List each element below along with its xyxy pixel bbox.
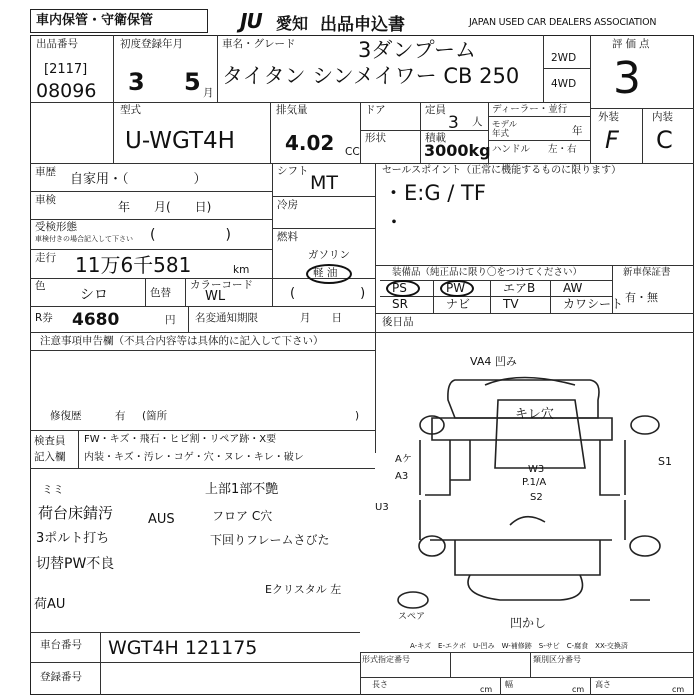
org-name: 愛知 (276, 14, 309, 33)
handle-lr: 左・右 (548, 144, 577, 155)
equipment-item: TV (503, 297, 519, 311)
model-year-label: モデル年式 (492, 120, 518, 140)
spare-label: スペア (398, 612, 426, 622)
interior-grade: C (656, 126, 673, 154)
score-label: 評価点 (612, 38, 653, 50)
center-note: 上部1部不艶 (205, 482, 279, 497)
center-note: Eクリスタル 左 (265, 583, 342, 596)
repair-has: 有 (115, 410, 126, 422)
shape-label: 形状 (365, 132, 386, 144)
rear-items-label: 後日品 (382, 316, 414, 328)
color-label: 色 (35, 280, 46, 292)
km-unit: km (233, 264, 250, 276)
height-label: 高さ (595, 680, 611, 689)
first-registration-label: 初度登録年月 (120, 38, 183, 50)
acceptance-note: 車検付きの場合記入して下さい (35, 235, 133, 243)
handle-label: ハンドル (492, 144, 531, 155)
load-value: 3000kg (424, 141, 491, 160)
diagram-note-left2: A3 (395, 471, 409, 482)
car-name-line1: 3ダンプーム (358, 38, 476, 62)
r-ken-label: R券 (35, 312, 53, 324)
equipment-item: カワシート (563, 297, 624, 311)
load-label: 積載 (425, 132, 446, 144)
dealer-label: ディーラー・並行 (492, 104, 568, 115)
year-unit: 年 (572, 125, 583, 137)
inspection-label: 車検 (35, 194, 56, 206)
fuel-diesel: 軽 油 (313, 267, 338, 279)
inspector-note: 荷AU (34, 597, 66, 612)
repair-label: 修復歴 (50, 410, 82, 422)
check-row1: FW・キズ・飛石・ヒビ割・リペア跡・X要 (84, 434, 277, 445)
width-cm: cm (572, 685, 585, 694)
form-model-label: 形式指定番号 (362, 655, 410, 664)
diagram-note-bed1: W3 (528, 464, 545, 475)
exterior-grade: F (605, 126, 619, 154)
drive-4wd: 4WD (551, 78, 577, 90)
document-title: 出品申込書 (320, 15, 405, 35)
acceptance-paren: ( ) (150, 227, 231, 243)
inspection-ymd: 年 月( 日) (118, 200, 212, 214)
equipment-item: PS (392, 281, 407, 295)
inspector-label: 検査員 (34, 435, 66, 447)
repair-close: ) (355, 410, 360, 422)
acceptance-label: 受検形態 (35, 221, 77, 233)
diagram-note-roof: キレ穴 (515, 407, 554, 422)
storage-tag-text: 車内保管・守衛保管 (36, 13, 154, 28)
equipment-item: ナビ (446, 297, 471, 311)
displacement-value: 4.02 (285, 131, 335, 155)
sales-point-value: ・E:G / TF (383, 181, 486, 205)
chassis-number-value: WGT4H 121175 (108, 637, 258, 659)
diagram-note-right: S1 (658, 455, 672, 468)
association-name: JAPAN USED CAR DEALERS ASSOCIATION (469, 17, 657, 28)
equipment-item: SR (392, 297, 408, 311)
sales-point-dot: ・ (384, 210, 404, 234)
height-cm: cm (672, 685, 685, 694)
model-label: 型式 (120, 104, 141, 116)
score-value: 3 (613, 53, 641, 104)
name-change-label: 名変通知期限 (195, 312, 258, 324)
equipment-item: AW (563, 281, 583, 295)
inspector-note: 切替PW不良 (36, 556, 115, 572)
fuel-label: 燃料 (277, 231, 298, 243)
diagram-note-top: VA4 凹み (470, 355, 517, 368)
car-name-line2: タイタン シンメイワー CB 250 (222, 64, 520, 88)
center-note: 下回りフレームさびた (210, 533, 330, 547)
month-suffix: 月 (203, 87, 214, 99)
cooler-label: 冷房 (277, 199, 298, 211)
fuel-paren: ( ) (290, 286, 366, 301)
yen-unit: 円 (165, 314, 176, 326)
color-value: シロ (80, 287, 108, 303)
equipment-item: エアB (503, 281, 536, 295)
new-warranty-label: 新車保証書 (623, 267, 671, 278)
aus-note: AUS (148, 512, 175, 527)
color-code-value: WL (205, 289, 226, 304)
check-row2: 内装・キズ・汚レ・コゲ・穴・ヌレ・キレ・破レ (84, 452, 304, 463)
notes-label: 注意事項申告欄（不具合内容等は具体的に記入して下さい） (40, 335, 324, 347)
interior-label: 内装 (652, 111, 673, 123)
history-label: 車歴 (35, 166, 56, 178)
equipment-item: PW (446, 281, 466, 295)
drive-2wd: 2WD (551, 52, 577, 64)
registration-number-label: 登録番号 (40, 671, 82, 683)
r-ken-value: 4680 (72, 310, 120, 330)
damage-legend: A-キズ E-エクボ U-凹み W-補修跡 S-サビ C-腐食 XX-交換済 (410, 642, 628, 650)
inspector-note: 荷台床錆汚 (38, 504, 114, 522)
shift-value: MT (310, 172, 338, 194)
repair-place: (箇所 (142, 410, 168, 422)
diagram-note-bed2: P.1/A (522, 477, 547, 488)
capacity-value: 3 (448, 113, 459, 133)
chassis-number-label: 車台番号 (40, 639, 82, 651)
ju-logo: JU (240, 9, 262, 33)
center-note: フロア C穴 (212, 509, 273, 523)
length-label: 長さ (372, 680, 388, 689)
class-number-label: 類別区分番号 (533, 655, 581, 664)
cc-unit: CC (345, 146, 360, 158)
equipment-label: 装備品（純正品に限り〇をつけてください） (392, 267, 583, 278)
exterior-label: 外装 (598, 111, 619, 123)
diagram-note-left1: Aケ (395, 454, 412, 465)
registration-year: 3 (128, 68, 145, 96)
color-change-label: 色替 (150, 287, 171, 299)
fuel-gasoline: ガソリン (308, 249, 350, 261)
lot-number-value: 08096 (36, 80, 97, 102)
diagram-note-bottom: 凹かし (510, 616, 547, 630)
color-code-label: カラーコード (190, 279, 253, 291)
mileage-value: 11万6千581 (75, 253, 192, 277)
mileage-label: 走行 (35, 252, 56, 264)
diagram-note-left3: U3 (375, 502, 389, 513)
shift-label: シフト (277, 165, 309, 177)
diagram-note-bed3: S2 (530, 492, 543, 503)
inspector-note: 3ポルト打ち (36, 531, 110, 546)
lot-number-bracket: [2117] (44, 62, 88, 77)
history-value: 自家用・（ ） (70, 172, 207, 187)
sales-point-label: セールスポイント（正常に機能するものに限ります） (382, 165, 622, 176)
persons-unit: 人 (472, 116, 483, 128)
length-cm: cm (480, 685, 493, 694)
width-label: 幅 (505, 680, 513, 689)
warranty-has-none: 有・無 (625, 291, 658, 304)
registration-month: 5 (184, 68, 201, 96)
model-value: U-WGT4H (125, 128, 235, 154)
doors-label: ドア (365, 104, 386, 116)
name-grade-label: 車名・グレード (222, 38, 296, 50)
lot-number-label: 出品番号 (36, 38, 78, 50)
name-change-date: 月 日 (300, 312, 342, 324)
capacity-label: 定員 (425, 104, 446, 116)
entry-label: 記入欄 (34, 451, 66, 463)
inspector-note: ミミ (42, 483, 64, 496)
displacement-label: 排気量 (276, 104, 308, 116)
